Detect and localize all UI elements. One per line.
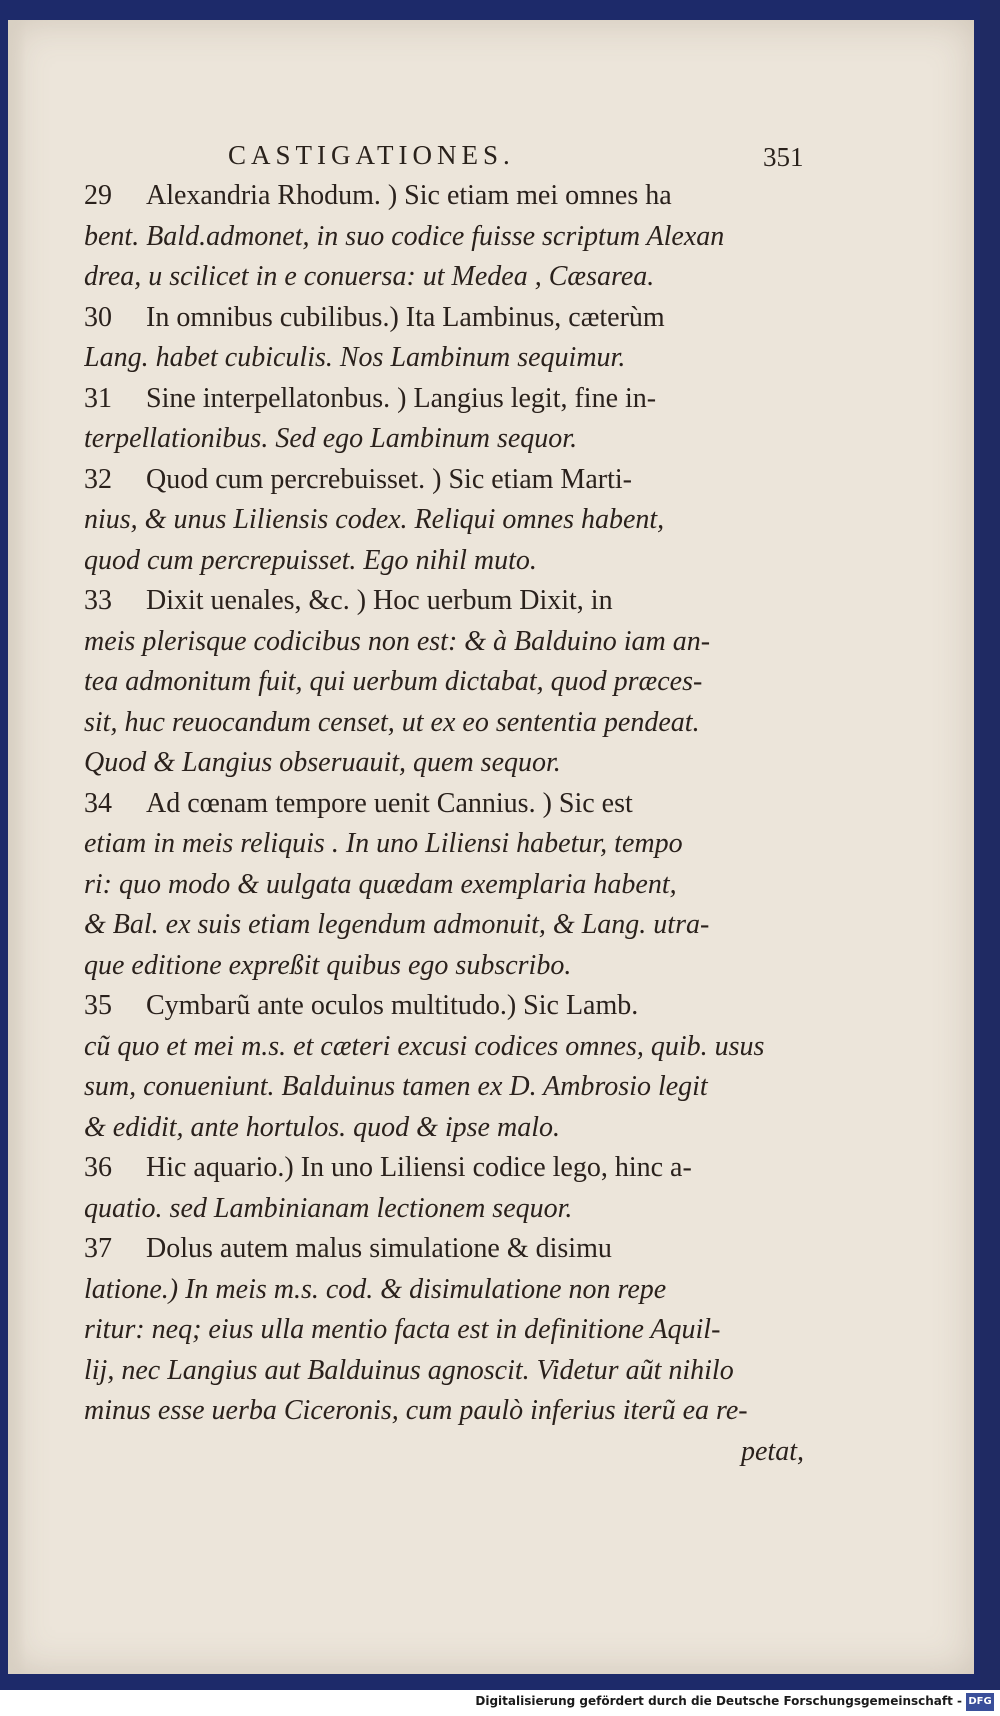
- text-line: [84, 1067, 814, 1108]
- line-text: que editione expreßit quibus ego subscribo.: [84, 949, 572, 981]
- text-line: [84, 1310, 814, 1351]
- text-line: [84, 460, 814, 501]
- text-line: [84, 824, 814, 865]
- text-line: [84, 581, 814, 622]
- text-line: [84, 986, 814, 1027]
- line-text: In omnibus cubilibus.) Ita Lambinus, cæterùm: [146, 301, 665, 333]
- text-line: [84, 1351, 814, 1392]
- page-number: 351: [763, 142, 804, 172]
- text-line: [84, 176, 814, 217]
- entry-number: 33: [84, 585, 112, 616]
- line-text: Quod cum percrebuisset. ) Sic etiam Marti-: [146, 463, 632, 495]
- text-line: [84, 541, 814, 582]
- footer-bar: [0, 1690, 1000, 1716]
- line-text: quod cum percrepuisset. Ego nihil muto.: [84, 544, 537, 576]
- text-line: [84, 338, 814, 379]
- text-line: [84, 257, 814, 298]
- text-line: [84, 1270, 814, 1311]
- entry-number: 36: [84, 1152, 112, 1183]
- text-line: [84, 905, 814, 946]
- line-text: sit, huc reuocandum censet, ut ex eo sententia pendeat.: [84, 706, 700, 738]
- line-text: petat,: [741, 1435, 804, 1467]
- entry-number: 31: [84, 382, 112, 414]
- text-line: [84, 298, 814, 339]
- line-text: cũ quo et mei m.s. et cæteri excusi codices omnes, quib. usus: [84, 1030, 765, 1062]
- entry-number: 29: [84, 180, 112, 211]
- line-text: Quod & Langius obseruauit, quem sequor.: [84, 747, 561, 778]
- text-line: [84, 784, 814, 825]
- line-text: latione.) In meis m.s. cod. & disimulatione non repe: [84, 1273, 667, 1305]
- footer-credit: Digitalisierung gefördert durch die Deutsche Forschungsgemeinschaft -: [475, 1694, 962, 1708]
- line-text: Alexandria Rhodum. ) Sic etiam mei omnes ha: [146, 180, 672, 211]
- line-text: Ad cœnam tempore uenit Cannius. ) Sic est: [146, 787, 633, 819]
- line-text: bent. Bald.admonet, in suo codice fuisse scriptum Alexan: [84, 220, 725, 252]
- text-line: [84, 622, 814, 663]
- text-line: [84, 1108, 814, 1149]
- text-line: [84, 1027, 814, 1068]
- entry-number: 30: [84, 301, 112, 333]
- running-head: CASTIGATIONES.: [228, 140, 515, 170]
- line-text: & Bal. ex suis etiam legendum admonuit, & Lang. utra-: [84, 909, 710, 940]
- text-line: [84, 703, 814, 744]
- line-text: ri: quo modo & uulgata quædam exemplaria habent,: [84, 868, 677, 900]
- text-line: [84, 1391, 814, 1432]
- line-text: quatio. sed Lambinianam lectionem sequor.: [84, 1192, 573, 1224]
- body-text: [84, 176, 814, 1472]
- text-line: [84, 1432, 814, 1473]
- entry-number: 32: [84, 463, 112, 495]
- line-text: drea, u scilicet in e conuersa: ut Medea , Cæsarea.: [84, 261, 655, 292]
- line-text: etiam in meis reliquis . In uno Liliensi habetur, tempo: [84, 828, 683, 859]
- text-line: [84, 500, 814, 541]
- line-text: tea admonitum fuit, qui uerbum dictabat, quod præces-: [84, 666, 703, 697]
- text-line: [84, 419, 814, 460]
- text-line: [84, 662, 814, 703]
- book-page: [8, 20, 974, 1674]
- line-text: nius, & unus Liliensis codex. Reliqui omnes habent,: [84, 504, 665, 535]
- line-text: Sine interpellatonbus. ) Langius legit, fine in-: [146, 382, 657, 414]
- text-line: [84, 743, 814, 784]
- line-text: Lang. habet cubiculis. Nos Lambinum sequimur.: [84, 342, 626, 373]
- page-gutter-shadow: [8, 20, 26, 1674]
- entry-number: 34: [84, 787, 112, 819]
- line-text: sum, conueniunt. Balduinus tamen ex D. Ambrosio legit: [84, 1071, 708, 1102]
- text-line: [84, 1189, 814, 1230]
- entry-number: 37: [84, 1233, 112, 1264]
- text-line: [84, 379, 814, 420]
- text-line: [84, 946, 814, 987]
- dfg-logo: DFG: [966, 1693, 994, 1711]
- entry-number: 35: [84, 990, 112, 1021]
- line-text: ritur: neq; eius ulla mentio facta est in definitione Aquil-: [84, 1314, 721, 1345]
- line-text: minus esse uerba Ciceronis, cum paulò inferius iterũ ea re-: [84, 1395, 748, 1426]
- text-line: [84, 1148, 814, 1189]
- line-text: terpellationibus. Sed ego Lambinum sequor.: [84, 423, 578, 454]
- line-text: Cymbarũ ante oculos multitudo.) Sic Lamb.: [146, 990, 639, 1021]
- page-header: [8, 140, 974, 180]
- line-text: Dolus autem malus simulatione & disimu: [146, 1233, 612, 1264]
- text-line: [84, 865, 814, 906]
- line-text: lij, nec Langius aut Balduinus agnoscit. Videtur aũt nihilo: [84, 1354, 734, 1386]
- line-text: Hic aquario.) In uno Liliensi codice lego, hinc a-: [146, 1152, 692, 1183]
- line-text: & edidit, ante hortulos. quod & ipse malo.: [84, 1111, 560, 1143]
- text-line: [84, 217, 814, 258]
- text-line: [84, 1229, 814, 1270]
- line-text: meis plerisque codicibus non est: & à Balduino iam an-: [84, 625, 711, 657]
- line-text: Dixit uenales, &c. ) Hoc uerbum Dixit, in: [146, 585, 613, 616]
